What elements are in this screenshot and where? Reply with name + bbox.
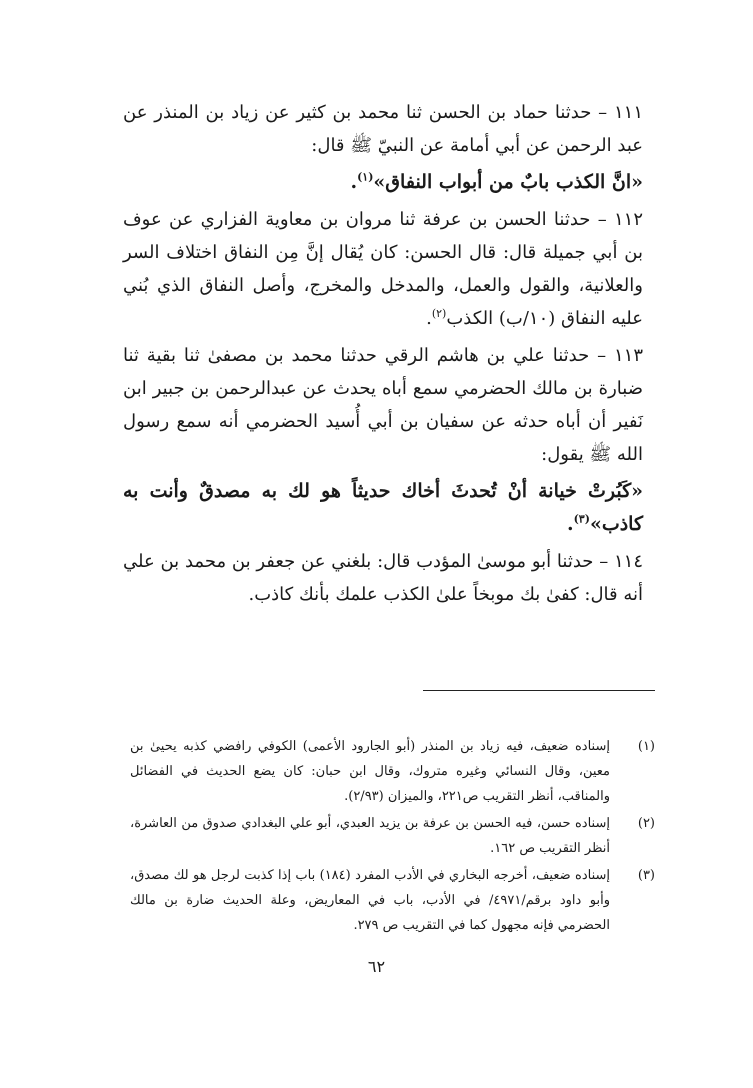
- footnote-divider: [423, 690, 655, 691]
- quote-text: «كَبُرتْ خيانة أنْ تُحدثَ أخاك حديثاً هو لك به مصدقٌ وأنت به كاذب»: [123, 480, 643, 535]
- footnote-text: إسناده حسن، فيه الحسن بن عرفة بن يزيد العبدي، أبو علي البغدادي صدوق من العاشرة، أنظر التقريب ص ١٦٢.: [130, 816, 610, 856]
- footnote-ref-2: (٢): [431, 307, 447, 320]
- footnote-1: [130, 734, 655, 809]
- footnote-ref-3: (٣): [573, 512, 590, 526]
- quote-tail: .: [566, 513, 574, 535]
- footnote-2: [130, 811, 655, 861]
- footnote-number: (٣): [637, 868, 655, 883]
- footnote-number: (١): [637, 739, 655, 754]
- page-number: ٦٢: [367, 957, 386, 976]
- hadith-112: [123, 203, 643, 335]
- footnote-ref-1: (١): [357, 170, 374, 184]
- footnotes: [130, 734, 655, 940]
- footnote-3: [130, 863, 655, 938]
- hadith-113-quote: [123, 475, 643, 541]
- hadith-114: [123, 545, 643, 611]
- hadith-111: [123, 96, 643, 162]
- paragraph-text: ١١٣ – حدثنا علي بن هاشم الرقي حدثنا محمد بن مصفىٰ ثنا بقية ثنا ضبارة بن مالك الحضرمي سمع أباه يحدث عن عبدالرحمن بن جبير ابن نَفير أن أباه حدثه عن سفيان بن أبي أُسيد الحضرمي أنه سمع رسول الله ﷺ يقول:: [123, 345, 643, 465]
- paragraph-text: ١١٤ – حدثنا أبو موسىٰ المؤدب قال: بلغني عن جعفر بن محمد بن علي أنه قال: كفىٰ بك موبخاً علىٰ الكذب علمك بأنك كاذب.: [123, 551, 644, 605]
- quote-text: «انَّ الكذب بابٌ من أبواب النفاق»: [373, 171, 643, 193]
- footnote-number: (٢): [637, 816, 655, 831]
- paragraph-text: ١١١ – حدثنا حماد بن الحسن ثنا محمد بن كثير عن زياد بن المنذر عن عبد الرحمن عن أبي أمامة عن النبيّ ﷺ قال:: [123, 102, 643, 156]
- paragraph-text: ١١٢ – حدثنا الحسن بن عرفة ثنا مروان بن معاوية الفزاري عن عوف بن أبي جميلة قال: قال الحسن: كان يُقال إنَّ مِن النفاق اختلاف السر والعلانية، والقول والعمل، والمدخل والمخرج، وأصل النفاق الذي بُني عليه النفاق (١٠/ب) الكذب: [123, 209, 643, 329]
- footnote-text: إسناده ضعيف، فيه زياد بن المنذر (أبو الجارود الأعمى) الكوفي رافضي كذبه يحيىٰ بن معين، وقال النسائي وغيره متروك، وقال ابن حبان: كان يضع الحديث في الفضائل والمناقب، أنظر التقريب ص٢٢١، والميزان (٢/٩٣).: [130, 739, 610, 804]
- paragraph-tail: .: [426, 308, 432, 329]
- footnote-text: إسناده ضعيف، أخرجه البخاري في الأدب المفرد (١٨٤) باب إذا كذبت لرجل هو لك مصدق، وأبو داود برقم/٤٩٧١/ في الأدب، باب في المعاريض، وعلة الحديث ضارة بن مالك الحضرمي فإنه مجهول كما في التقريب ص ٢٧٩.: [130, 868, 611, 933]
- hadith-111-quote: [123, 166, 643, 199]
- hadith-113: [123, 339, 643, 471]
- main-text: [123, 96, 643, 615]
- quote-tail: .: [350, 171, 358, 193]
